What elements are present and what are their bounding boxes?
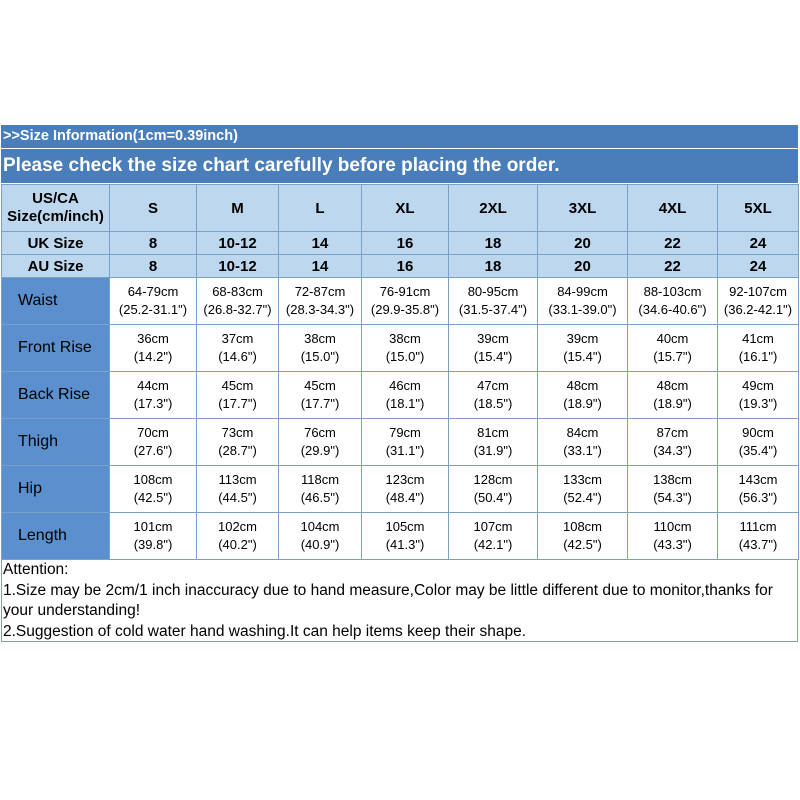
size-table [1,184,799,560]
measurement-cm: 73cm [221,425,254,440]
measurement-inch: (44.5") [218,490,257,505]
measurement-inch: (18.9") [563,396,602,411]
measurement-inch: (25.2-31.1") [118,302,188,317]
measurement-inch: (27.6") [133,443,173,458]
measurement-inch: (16.1") [738,349,778,364]
measurement-cell [279,278,362,325]
measurement-cell [628,278,718,325]
measurement-cm: 113cm [218,472,257,487]
measurement-row [2,513,799,560]
measurement-cm: 104cm [300,519,340,534]
measurement-cm: 40cm [656,331,689,346]
measurement-cm: 101cm [133,519,173,534]
measurement-inch: (33.1") [563,443,602,458]
measurement-inch: (19.3") [738,396,778,411]
measurement-cell [628,466,718,513]
measurement-cell [110,419,197,466]
measurement-cell [279,513,362,560]
measurement-cm: 70cm [137,425,169,440]
measurement-cm: 45cm [221,378,254,393]
measurement-cell [718,278,799,325]
measurement-label: Hip [2,466,110,513]
uk-size-cell: 22 [628,232,718,255]
measurement-inch: (52.4") [563,490,602,505]
measurement-cm: 107cm [473,519,513,534]
au-size-cell: 24 [718,255,799,278]
measurement-rows [2,278,799,560]
measurement-inch: (50.4") [473,490,513,505]
measurement-cell [718,325,799,372]
measurement-cm: 39cm [477,331,509,346]
measurement-inch: (34.6-40.6") [638,302,707,317]
measurement-cell [449,466,538,513]
uk-size-cell: 24 [718,232,799,255]
measurement-cm: 110cm [653,519,692,534]
measurement-cm: 118cm [300,472,340,487]
measurement-label: Waist [2,278,110,325]
measurement-cell [362,419,449,466]
measurement-cell [718,372,799,419]
measurement-cell [362,513,449,560]
measurement-cm: 123cm [385,472,425,487]
measurement-cell [362,325,449,372]
us-ca-size-row [2,185,799,232]
measurement-inch: (56.3") [738,490,778,505]
measurement-cm: 133cm [562,472,603,487]
measurement-inch: (40.9") [300,537,340,552]
measurement-cm: 108cm [133,472,173,487]
measurement-inch: (18.9") [653,396,692,411]
au-size-cell: 22 [628,255,718,278]
measurement-inch: (42.1") [473,537,513,552]
measurement-cm: 108cm [562,519,603,534]
measurement-cm: 76cm [304,425,336,440]
measurement-cell [628,372,718,419]
measurement-cm: 48cm [656,378,689,393]
measurement-cm: 44cm [137,378,169,393]
measurement-cell [449,419,538,466]
measurement-cell [538,466,628,513]
measurement-inch: (17.3") [133,396,173,411]
measurement-inch: (15.4") [473,349,513,364]
measurement-cell [110,513,197,560]
measurement-cm: 36cm [137,331,169,346]
attention-title: Attention: [3,561,69,578]
size-header: M [197,185,279,232]
measurement-cm: 92-107cm [729,284,787,299]
measurement-inch: (17.7") [300,396,340,411]
au-size-label: AU Size [2,255,110,278]
measurement-cell [718,513,799,560]
measurement-cell [197,278,279,325]
measurement-cm: 64-79cm [127,284,179,299]
measurement-cm: 84cm [566,425,599,440]
measurement-inch: (17.7") [218,396,257,411]
size-info-banner: >>Size Information(1cm=0.39inch) [1,125,798,149]
measurement-cell [449,325,538,372]
measurement-inch: (14.2") [133,349,173,364]
measurement-cm: 38cm [304,331,336,346]
size-header: L [279,185,362,232]
measurement-cell [197,372,279,419]
measurement-inch: (15.0") [385,349,425,364]
measurement-label: Front Rise [2,325,110,372]
measurement-cm: 111cm [739,519,777,534]
size-header: 2XL [449,185,538,232]
measurement-cm: 102cm [217,519,258,534]
measurement-cell [449,513,538,560]
measurement-inch: (31.1") [385,443,425,458]
attention-notes [1,560,798,642]
au-size-cell: 20 [538,255,628,278]
measurement-inch: (29.9-35.8") [370,302,440,317]
measurement-cell [449,278,538,325]
measurement-cell [110,372,197,419]
measurement-inch: (15.7") [653,349,692,364]
measurement-cm: 47cm [477,378,509,393]
attention-note-1: 1.Size may be 2cm/1 inch inaccuracy due to hand measure,Color may be little different due to monitor,thanks for your understanding! [3,581,773,619]
measurement-cm: 80-95cm [467,284,519,299]
measurement-inch: (29.9") [300,443,340,458]
measurement-inch: (54.3") [653,490,692,505]
measurement-inch: (48.4") [385,490,425,505]
size-header: S [110,185,197,232]
us-ca-label-line1: US/CA [32,190,79,207]
uk-size-cell: 16 [362,232,449,255]
measurement-cell [110,278,197,325]
measurement-cm: 76-91cm [379,284,431,299]
measurement-cm: 49cm [742,378,774,393]
au-size-cell: 14 [279,255,362,278]
au-size-cell: 8 [110,255,197,278]
measurement-cm: 90cm [742,425,774,440]
uk-size-cell: 20 [538,232,628,255]
measurement-cell [628,419,718,466]
measurement-cell [362,372,449,419]
measurement-row [2,325,799,372]
uk-size-cell: 8 [110,232,197,255]
measurement-cell [279,466,362,513]
measurement-cm: 45cm [304,378,336,393]
measurement-cell [628,325,718,372]
measurement-cm: 88-103cm [643,284,702,299]
measurement-inch: (42.5") [563,537,602,552]
measurement-cm: 39cm [566,331,599,346]
measurement-row [2,466,799,513]
measurement-inch: (28.7") [218,443,257,458]
measurement-inch: (33.1-39.0") [548,302,617,317]
measurement-inch: (15.0") [300,349,340,364]
measurement-cell [279,419,362,466]
measurement-cm: 81cm [477,425,509,440]
measurement-inch: (36.2-42.1") [723,302,793,317]
measurement-inch: (41.3") [385,537,425,552]
size-header: 5XL [718,185,799,232]
measurement-inch: (31.5-37.4") [458,302,528,317]
measurement-inch: (43.3") [653,537,692,552]
measurement-cm: 79cm [389,425,421,440]
measurement-inch: (43.7") [738,537,778,552]
uk-size-label: UK Size [2,232,110,255]
measurement-cm: 128cm [473,472,513,487]
measurement-cm: 38cm [389,331,421,346]
size-notice-banner: Please check the size chart carefully before placing the order. [1,149,798,184]
measurement-inch: (18.5") [473,396,513,411]
au-size-cell: 16 [362,255,449,278]
measurement-cell [718,466,799,513]
measurement-cm: 37cm [221,331,254,346]
measurement-inch: (15.4") [563,349,602,364]
measurement-inch: (28.3-34.3") [285,302,355,317]
size-header: XL [362,185,449,232]
measurement-cm: 46cm [389,378,421,393]
uk-size-cell: 10-12 [197,232,279,255]
measurement-cell [538,325,628,372]
measurement-cell [628,513,718,560]
measurement-cell [538,278,628,325]
measurement-row [2,372,799,419]
measurement-cell [538,419,628,466]
measurement-cell [110,466,197,513]
us-ca-size-label [2,185,110,232]
uk-size-cell: 18 [449,232,538,255]
measurement-inch: (26.8-32.7") [203,302,272,317]
measurement-cm: 143cm [738,472,778,487]
size-header: 3XL [538,185,628,232]
au-size-row [2,255,799,278]
measurement-inch: (34.3") [653,443,692,458]
measurement-cm: 72-87cm [294,284,346,299]
measurement-cell [110,325,197,372]
measurement-inch: (18.1") [385,396,425,411]
au-size-cell: 10-12 [197,255,279,278]
measurement-cm: 84-99cm [557,284,608,299]
measurement-inch: (42.5") [133,490,173,505]
measurement-cell [449,372,538,419]
measurement-cm: 87cm [656,425,689,440]
size-chart [1,125,798,642]
measurement-cell [197,325,279,372]
measurement-cell [362,466,449,513]
measurement-inch: (39.8") [133,537,173,552]
measurement-row [2,419,799,466]
measurement-inch: (31.9") [473,443,513,458]
size-header: 4XL [628,185,718,232]
measurement-cm: 48cm [566,378,599,393]
measurement-inch: (46.5") [300,490,340,505]
measurement-label: Back Rise [2,372,110,419]
measurement-cell [197,419,279,466]
measurement-cm: 105cm [385,519,425,534]
measurement-cm: 41cm [742,331,774,346]
measurement-cell [538,372,628,419]
measurement-cell [197,513,279,560]
measurement-inch: (40.2") [218,537,257,552]
measurement-cell [362,278,449,325]
uk-size-cell: 14 [279,232,362,255]
measurement-label: Length [2,513,110,560]
measurement-inch: (14.6") [218,349,257,364]
measurement-row [2,278,799,325]
measurement-cm: 68-83cm [212,284,263,299]
measurement-cell [279,372,362,419]
measurement-label: Thigh [2,419,110,466]
uk-size-row [2,232,799,255]
au-size-cell: 18 [449,255,538,278]
measurement-cell [718,419,799,466]
measurement-cell [197,466,279,513]
measurement-cm: 138cm [652,472,693,487]
measurement-cell [279,325,362,372]
measurement-inch: (35.4") [738,443,778,458]
attention-note-2: 2.Suggestion of cold water hand washing.It can help items keep their shape. [3,622,527,640]
measurement-cell [538,513,628,560]
us-ca-label-line2: Size(cm/inch) [7,208,104,225]
